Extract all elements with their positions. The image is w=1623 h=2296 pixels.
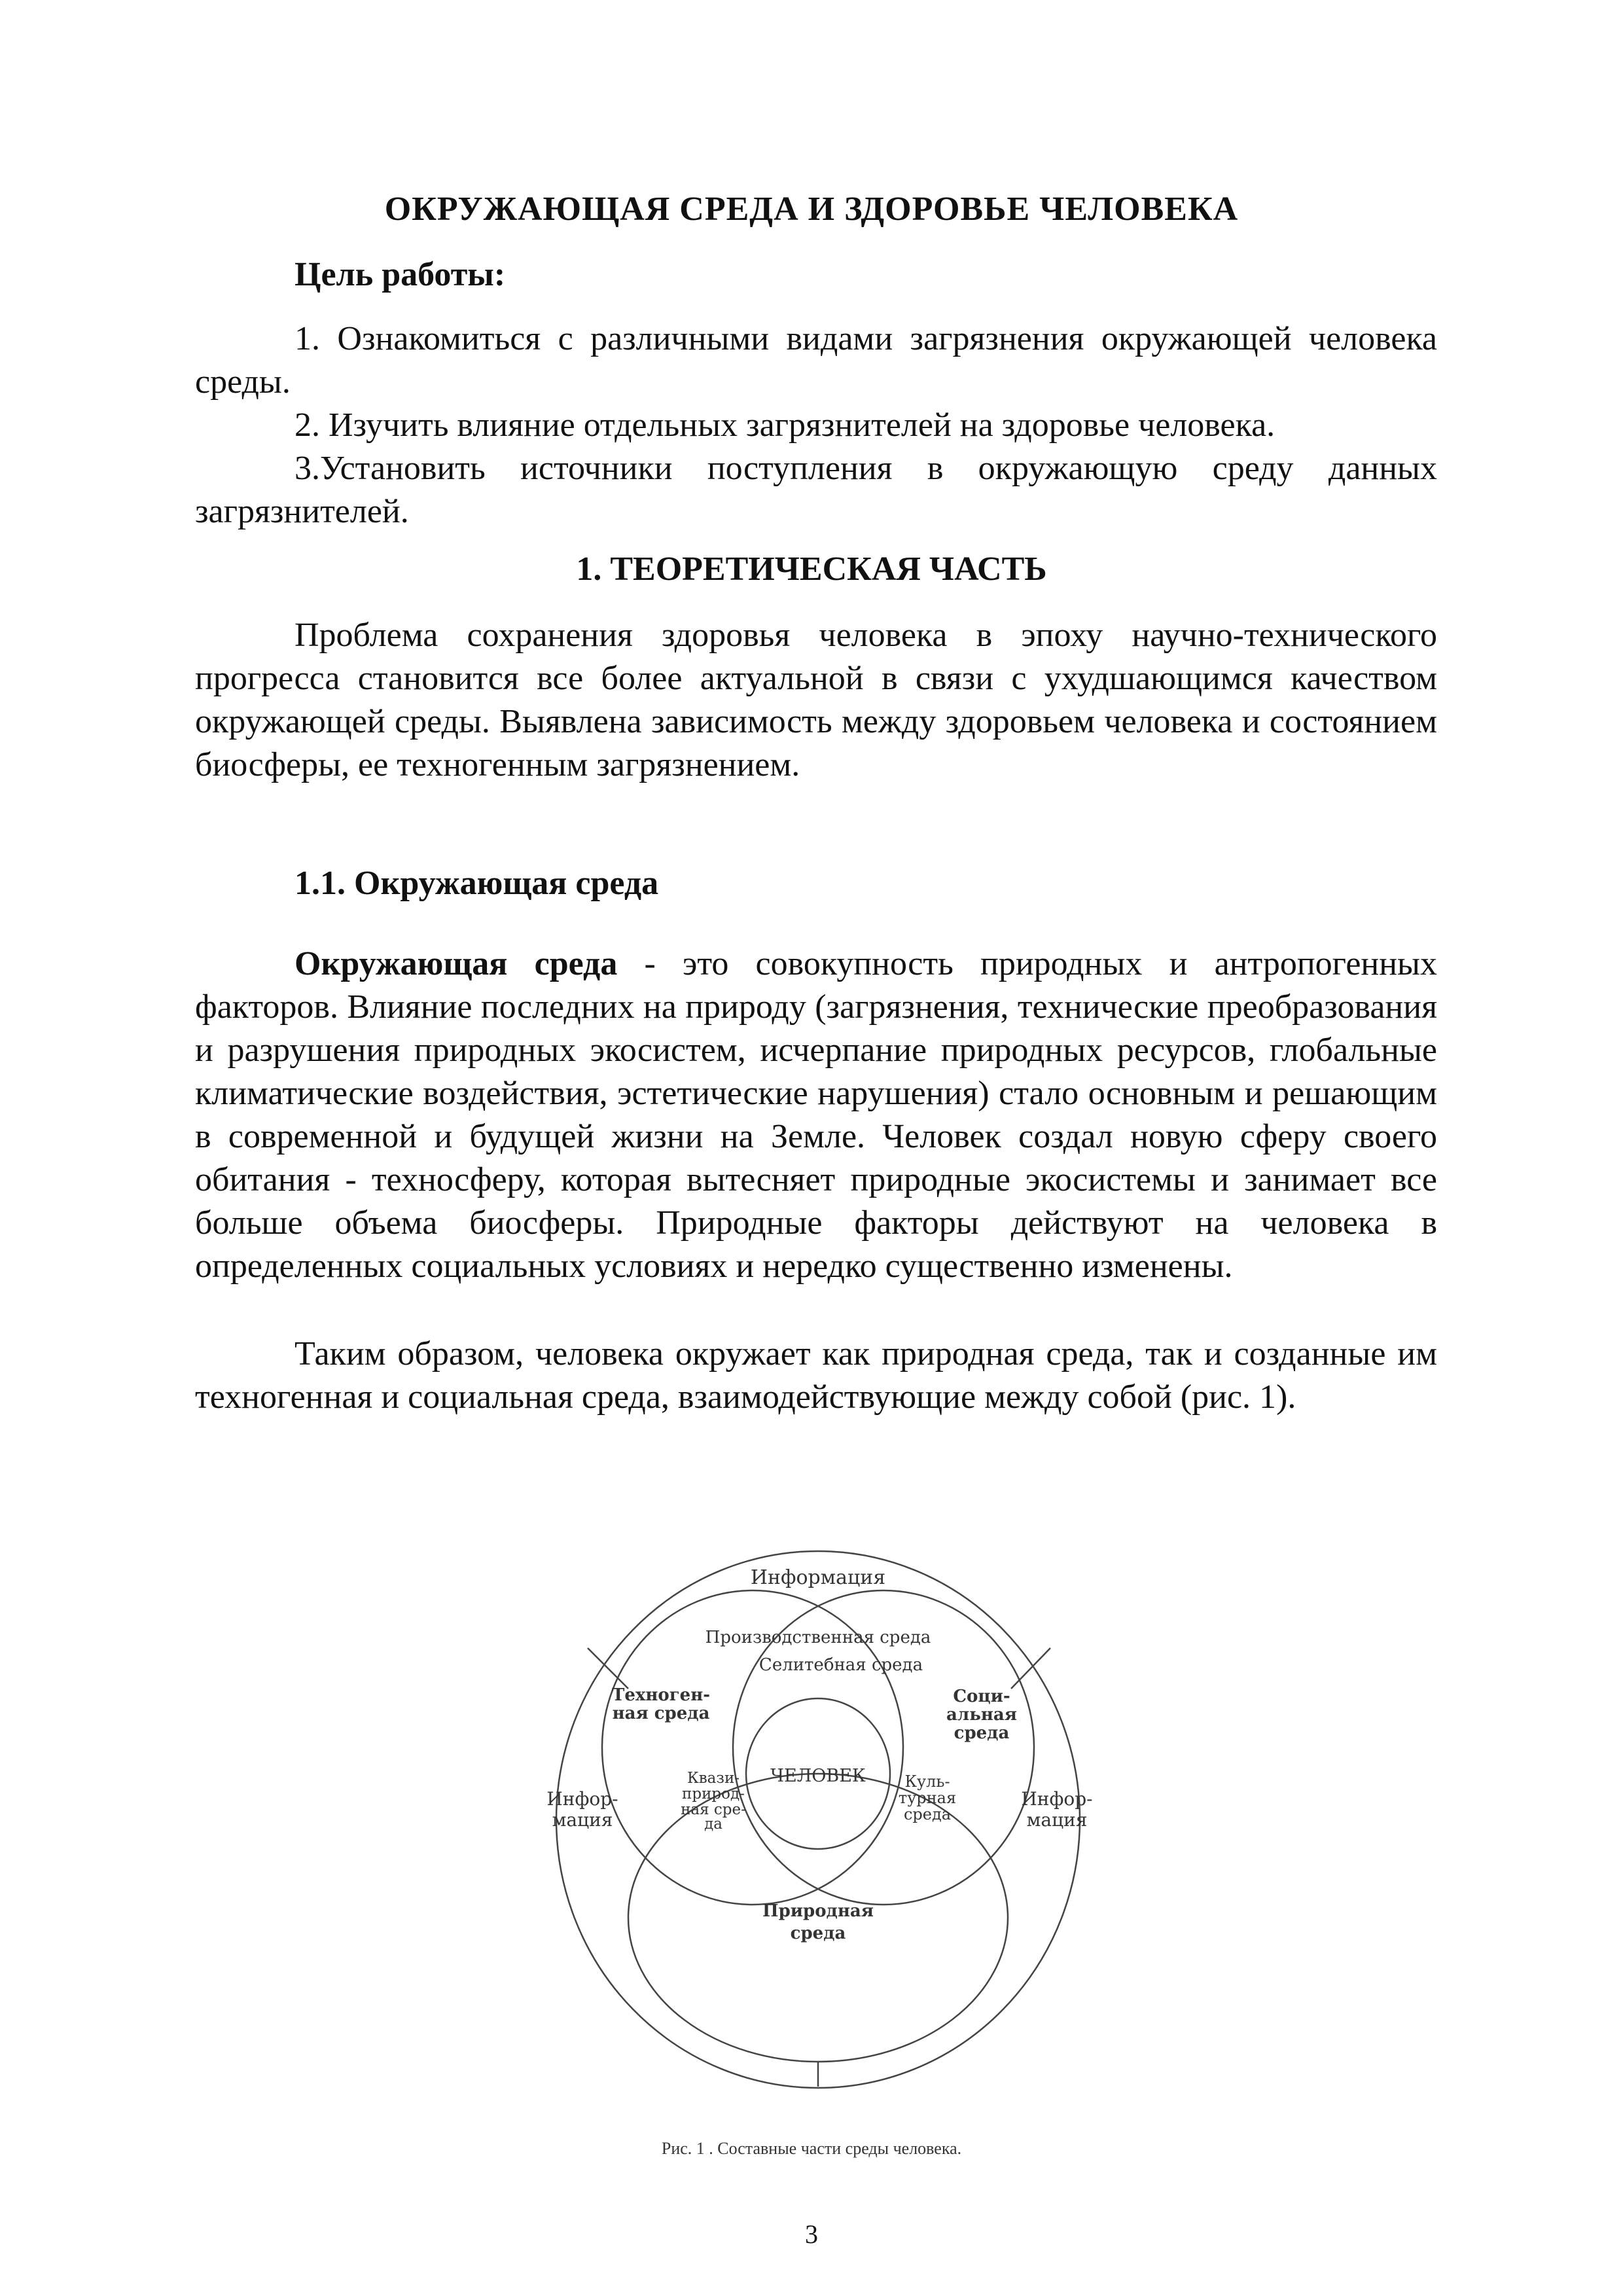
label-quasi-3: ная сре- <box>681 1801 746 1818</box>
label-quasi-4: да <box>704 1816 722 1833</box>
label-technogenic-2: ная среда <box>612 1704 710 1723</box>
label-social-2: альная <box>946 1705 1017 1725</box>
goal-title: Цель работы: <box>294 256 506 293</box>
definition-text: - это совокупность природных и антропогенных факторов. Влияние последних на природу (загрязнения, технические преобразования и разрушения природных экосистем, исчерпание природных ресурсов, глобальные климатические воздействия, эстетические нарушения) стало основным и решающим в современной и будущей жизни на Земле. Человек создал новую сферу своего обитания - техносферу, которая вытесняет природные экосистемы и занимает все больше объема биосферы. Природные факторы действуют на человека в определенных социальных условиях и нередко существенно изменены. <box>195 945 1437 1285</box>
figure-caption: Рис. 1 . Составные части среды человека. <box>661 2139 962 2158</box>
label-natural-2: среда <box>790 1924 846 1943</box>
label-info-right-2: мация <box>1026 1809 1088 1831</box>
section-title: 1. ТЕОРЕТИЧЕСКАЯ ЧАСТЬ <box>576 550 1047 588</box>
label-quasi-1: Квази- <box>687 1770 740 1787</box>
label-production: Производственная среда <box>705 1628 931 1647</box>
environment-diagram <box>524 1538 1113 2127</box>
label-social-1: Соци- <box>953 1687 1010 1706</box>
label-social-3: среда <box>954 1723 1010 1743</box>
label-quasi-2: природ- <box>682 1785 745 1803</box>
label-cultural-3: среда <box>903 1805 952 1823</box>
goal-1: 1. Ознакомиться с различными видами загрязнения окружающей человека среды. <box>195 320 1437 401</box>
subsection-title: 1.1. Окружающая среда <box>294 865 659 902</box>
label-info-right-1: Инфор- <box>1021 1788 1093 1810</box>
goal-3: 3.Установить источники поступления в окружающую среду данных загрязнителей. <box>195 450 1437 530</box>
label-cultural-2: турная <box>898 1789 957 1807</box>
divider-top-right <box>1011 1648 1050 1689</box>
label-residential: Селитебная среда <box>758 1655 923 1675</box>
page-number: 3 <box>805 2219 818 2249</box>
goal-2: 2. Изучить влияние отдельных загрязнителей на здоровье человека. <box>294 406 1275 444</box>
label-human: ЧЕЛОВЕК <box>770 1766 866 1786</box>
label-info-left-1: Инфор- <box>546 1788 618 1810</box>
closing-paragraph: Таким образом, человека окружает как природная среда, так и созданные им техногенная и социальная среда, взаимодействующие между собой (рис. 1). <box>195 1335 1437 1416</box>
label-cultural-1: Куль- <box>904 1772 950 1791</box>
label-info-left-2: мация <box>552 1809 613 1831</box>
page-title: ОКРУЖАЮЩАЯ СРЕДА И ЗДОРОВЬЕ ЧЕЛОВЕКА <box>384 190 1239 228</box>
definition-paragraph <box>195 942 1437 1288</box>
environment-diagram-svg <box>524 1538 1113 2127</box>
label-natural-1: Природная <box>762 1901 874 1921</box>
definition-term: Окружающая среда <box>294 945 618 982</box>
section-paragraph: Проблема сохранения здоровья человека в эпоху научно-технического прогресса становится все более актуальной в связи с ухудшающимся качеством окружающей среды. Выявлена зависимость между здоровьем человека и состоянием биосферы, ее техногенным загрязнением. <box>195 617 1437 783</box>
label-info-top: Информация <box>750 1566 886 1589</box>
label-technogenic-1: Техноген- <box>611 1685 711 1705</box>
